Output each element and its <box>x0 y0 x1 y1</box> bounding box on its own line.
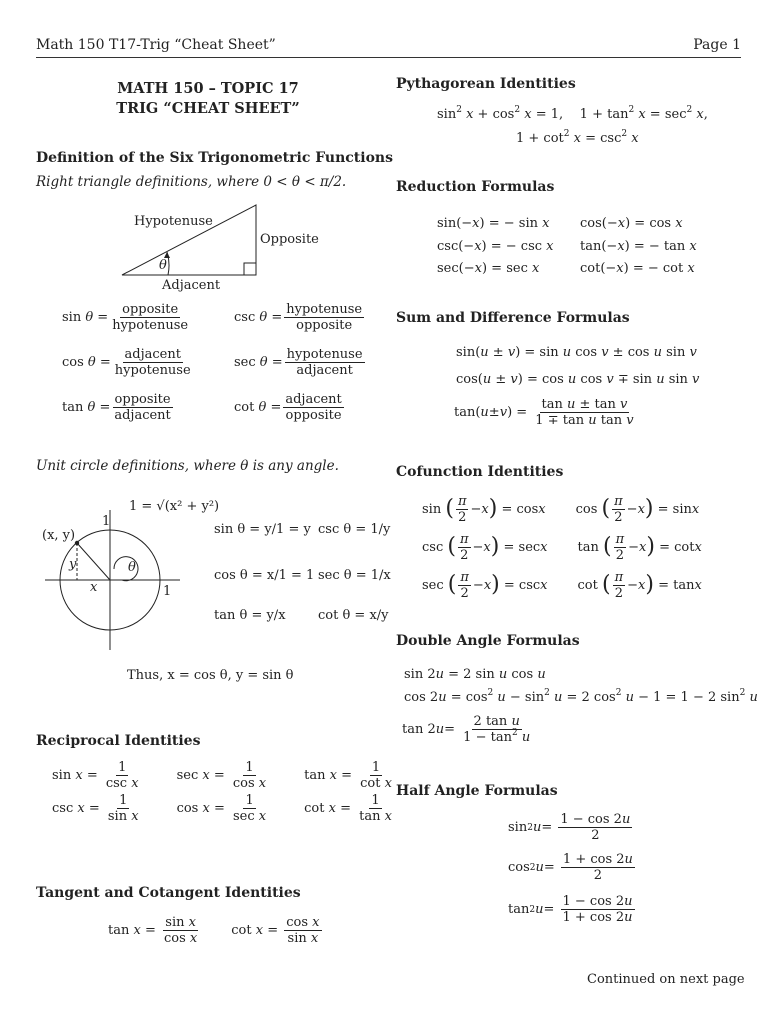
section-heading-sum-diff: Sum and Difference Formulas <box>396 310 630 326</box>
cot-num: adjacent <box>285 392 342 407</box>
section-heading-reduction: Reduction Formulas <box>396 179 555 195</box>
cos-den: hypotenuse <box>114 363 191 378</box>
uc-csc: csc θ = 1/y <box>318 522 391 537</box>
unit-circle-equation: 1 = √(x² + y²) <box>129 499 220 514</box>
sum-tan: tan( u ± v ) = tan u ± tan v 1 ∓ tan u tan v <box>454 397 634 428</box>
csc-den: opposite <box>296 318 353 333</box>
sum-sin: sin(u ± v) = sin u cos v ± cos u sin v <box>456 345 697 360</box>
unit-circle-note: Unit circle definitions, where θ is any angle. <box>36 458 339 474</box>
uc-tan: tan θ = y/x <box>214 608 286 623</box>
sec-den: adjacent <box>296 363 353 378</box>
unit-circle-theta: θ <box>128 560 136 575</box>
section-heading-definitions: Definition of the Six Trigonometric Functions <box>36 150 393 166</box>
pythagorean-line-1: $\sin^2 x + \cos^2 x = 1$, $1 + \tan^2 x = \sec^2 x$, <box>437 105 708 122</box>
tan-num: opposite <box>114 392 171 407</box>
header-page-number: Page 1 <box>693 37 741 53</box>
title-line-1: MATH 150 – TOPIC 17 <box>117 80 299 97</box>
cofunction-identities: sin ( π 2 − x ) = cos x cos ( π 2 − x ) = sin x csc ( π 2 − x ) = sec x tan ( π 2 − x ) = cot x sec ( π 2 − x ) = csc x cot ( π 2 − x ) = tan x <box>422 493 702 601</box>
tan-cot-identities: tan x = $\frac{\text{sin x}}{\text{cos x}}$ cot x = $\frac{\text{cos x}}{\text{sin x}}$ <box>108 915 320 946</box>
sec-num: hypotenuse <box>286 347 363 362</box>
page-title <box>58 79 358 119</box>
theta-label: θ <box>159 258 167 273</box>
section-heading-tan-cot: Tangent and Cotangent Identities <box>36 885 301 901</box>
double-cos: $\cos 2u = \cos^2 u - \sin^2 u = 2$ $\cos^2 u - 1 = 1 - 2$ $\sin^2 u$ <box>404 688 758 705</box>
def-csc: csc θ = hypotenuse opposite <box>234 302 363 333</box>
def-cos: cos θ = adjacent hypotenuse <box>62 347 191 378</box>
def-cot: cot θ = adjacent opposite <box>234 392 342 423</box>
def-tan: tan θ = opposite adjacent <box>62 392 171 423</box>
footer-continued: Continued on next page <box>587 972 745 987</box>
right-triangle-note: Right triangle definitions, where 0 < θ < π/2. <box>36 174 347 190</box>
cot-den: opposite <box>285 408 342 423</box>
sin-num: opposite <box>122 302 179 317</box>
reduction-left: sin(−x) = − sin x csc(−x) = − csc x sec(−x) = sec x <box>437 216 554 276</box>
csc-num: hypotenuse <box>286 302 363 317</box>
half-cos: cos 2 u = 1 + cos 2u 2 <box>508 852 633 883</box>
unit-circle-x-label: x <box>90 580 98 595</box>
double-tan: tan 2 u = 2 tan u $1 - \tan^2 u$ <box>402 714 531 745</box>
half-sin: sin 2 u = 1 − cos 2u 2 <box>508 812 631 843</box>
def-sin: sin θ = opposite hypotenuse <box>62 302 189 333</box>
reciprocal-identities: sin x = 1 csc x sec x = $\frac{1}{\text{cos x}}$ tan x = $\frac{1}{\text{cot x}}$ csc x = $\frac{1}{\text{sin x}}$ cos x = 1 sec x cot x = $\frac{1}{\text{tan x}}$ <box>52 760 392 824</box>
uc-sec: sec θ = 1/x <box>318 568 391 583</box>
section-heading-reciprocal: Reciprocal Identities <box>36 733 201 749</box>
half-tan: tan 2 u = 1 − cos 2u 1 + cos 2u <box>508 894 633 925</box>
unit-circle-point: (x, y) <box>42 528 76 543</box>
unit-circle-y-label: y <box>69 557 77 572</box>
title-line-2: TRIG “CHEAT SHEET” <box>116 100 300 117</box>
header-rule <box>36 57 741 58</box>
double-sin: sin 2u = 2 sin u cos u <box>404 667 546 682</box>
section-heading-double: Double Angle Formulas <box>396 633 580 649</box>
unit-circle-y-one: 1 <box>102 514 111 529</box>
section-heading-pythagorean: Pythagorean Identities <box>396 76 576 92</box>
unit-circle-diagram <box>40 500 190 660</box>
section-heading-half: Half Angle Formulas <box>396 783 558 799</box>
opposite-label: Opposite <box>260 232 319 247</box>
sin-den: hypotenuse <box>112 318 189 333</box>
cos-num: adjacent <box>124 347 181 362</box>
def-sec: sec θ = hypotenuse adjacent <box>234 347 363 378</box>
unit-circle-x-one: 1 <box>163 584 172 599</box>
hypotenuse-label: Hypotenuse <box>134 214 213 229</box>
sum-cos: cos(u ± v) = cos u cos v ∓ sin u sin v <box>456 372 700 387</box>
uc-sin: sin θ = y/1 = y <box>214 522 311 537</box>
thus-statement: Thus, x = cos θ, y = sin θ <box>127 668 294 683</box>
pythagorean-line-2: $1 + \cot^2 x = \csc^2 x$ <box>516 129 639 146</box>
tan-den: adjacent <box>114 408 171 423</box>
adjacent-label: Adjacent <box>162 278 221 293</box>
reduction-right: cos(−x) = cos x tan(−x) = − tan x cot(−x) = − cot x <box>580 216 697 276</box>
section-heading-cofunction: Cofunction Identities <box>396 464 564 480</box>
uc-cos: cos θ = x/1 = 1 <box>214 568 315 583</box>
uc-cot: cot θ = x/y <box>318 608 389 623</box>
header-left: Math 150 T17-Trig “Cheat Sheet” <box>36 37 276 53</box>
